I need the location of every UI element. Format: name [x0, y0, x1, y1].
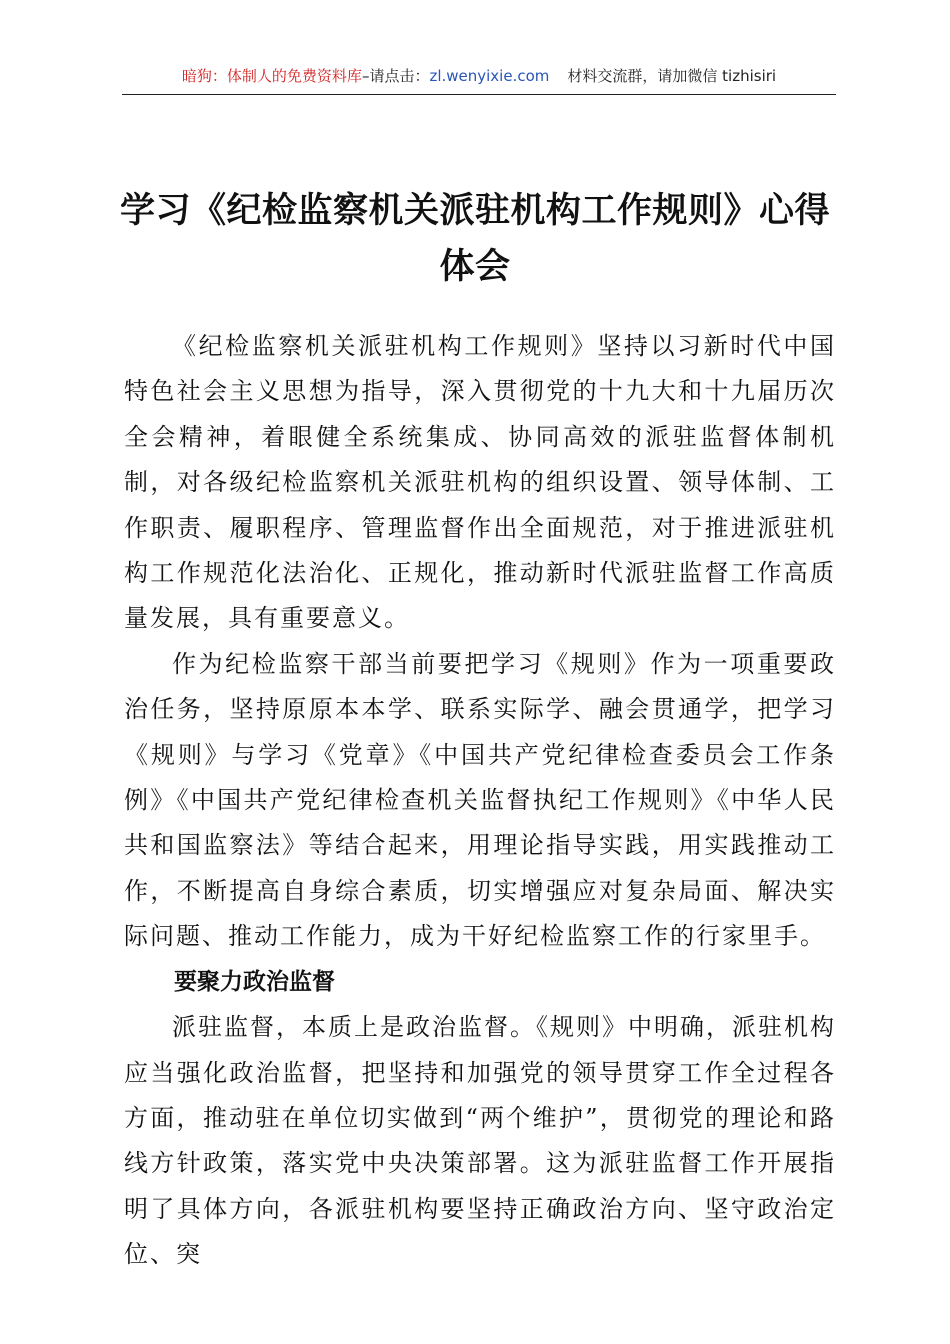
section-heading: 要聚力政治监督 — [174, 968, 335, 995]
header-group-note: 材料交流群，请加微信 tizhisiri — [567, 67, 777, 85]
header-brand: 暗狗：体制人的免费资料库 — [181, 67, 362, 85]
paragraph-2: 作为纪检监察干部当前要把学习《规则》作为一项重要政治任务，坚持原原本本学、联系实际学、融会贯通学，把学习《规则》与学习《党章》《中国共产党纪律检查委员会工作条例》《中国共产党纪律检查机关监督执纪工作规则》《中华人民共和国监察法》等结合起来，用理论指导实践，用实践推动工作，不断提高自身综合素质，切实增强应对复杂局面、解决实际问题、推动工作能力，成为干好纪检监察工作的行家里手。 — [124, 649, 836, 951]
header-click-prompt: –请点击： — [361, 67, 430, 85]
header-url-link[interactable]: zl.wenyixie.com — [429, 67, 550, 85]
page-header — [122, 66, 836, 95]
document-body — [124, 324, 836, 1278]
document-title: 学习《纪检监察机关派驻机构工作规则》心得体会 — [119, 190, 830, 288]
paragraph-1: 《纪检监察机关派驻机构工作规则》坚持以习新时代中国特色社会主义思想为指导，深入贯彻党的十九大和十九届历次全会精神，着眼健全系统集成、协同高效的派驻监督体制机制，对各级纪检监察机关派驻机构的组织设置、领导体制、工作职责、履职程序、管理监督作出全面规范，对于推进派驻机构工作规范化法治化、正规化，推动新时代派驻监督工作高质量发展，具有重要意义。 — [124, 332, 836, 633]
section-paragraph: 派驻监督，本质上是政治监督。《规则》中明确，派驻机构应当强化政治监督，把坚持和加强党的领导贯穿工作全过程各方面，推动驻在单位切实做到“两个维护”，贯彻党的理论和路线方针政策，落实党中央决策部署。这为派驻监督工作开展指明了具体方向，各派驻机构要坚持正确政治方向、坚守政治定位、突 — [124, 1013, 836, 1269]
